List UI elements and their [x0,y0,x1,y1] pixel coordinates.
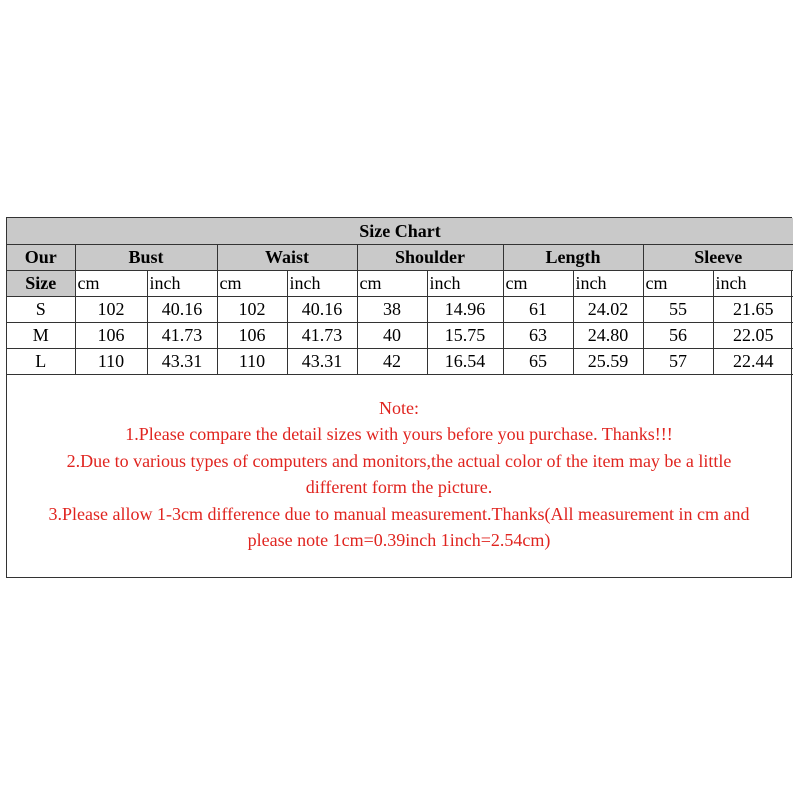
note-line-3-cont: please note 1cm=0.39inch 1inch=2.54cm) [247,530,551,550]
size-cell: S [7,296,75,322]
waist-inch-cell: 43.31 [287,348,357,374]
shoulder-cm-cell: 38 [357,296,427,322]
sleeve-cm-cell: 57 [643,348,713,374]
chart-title: Size Chart [7,218,793,244]
unit-cm: cm [643,270,713,296]
note-line-2-cont: different form the picture. [305,477,493,497]
table-row-m [7,322,793,348]
unit-inch: inch [287,270,357,296]
note-line-2: 2.Due to various types of computers and monitors,the actual color of the item may be a little [66,450,732,471]
table-row-s [7,296,793,322]
length-cm-cell: 65 [503,348,573,374]
size-cell: L [7,348,75,374]
size-label-bottom: Size [7,270,75,296]
bust-cm-cell: 102 [75,296,147,322]
note-line-3: 3.Please allow 1-3cm difference due to manual measurement.Thanks(All measurement in cm and [48,503,750,524]
unit-cm: cm [503,270,573,296]
group-header-waist: Waist [217,244,357,270]
waist-inch-cell: 41.73 [287,322,357,348]
sleeve-inch-cell: 22.05 [713,322,793,348]
bust-cm-cell: 110 [75,348,147,374]
shoulder-cm-cell: 42 [357,348,427,374]
note-heading: Note: [379,397,419,418]
size-chart-table [7,218,793,375]
shoulder-cm-cell: 40 [357,322,427,348]
length-inch-cell: 24.80 [573,322,643,348]
bust-inch-cell: 43.31 [147,348,217,374]
unit-inch: inch [427,270,503,296]
bust-inch-cell: 40.16 [147,296,217,322]
group-header-sleeve: Sleeve [643,244,793,270]
group-header-bust: Bust [75,244,217,270]
length-cm-cell: 61 [503,296,573,322]
unit-inch: inch [713,270,793,296]
length-cm-cell: 63 [503,322,573,348]
waist-cm-cell: 110 [217,348,287,374]
sleeve-cm-cell: 55 [643,296,713,322]
title-row [7,218,793,244]
waist-cm-cell: 106 [217,322,287,348]
unit-cm: cm [357,270,427,296]
group-header-length: Length [503,244,643,270]
bust-inch-cell: 41.73 [147,322,217,348]
table-row-l [7,348,793,374]
waist-cm-cell: 102 [217,296,287,322]
length-inch-cell: 24.02 [573,296,643,322]
unit-header-row [7,270,793,296]
size-label-top: Our [7,244,75,270]
unit-inch: inch [147,270,217,296]
size-cell: M [7,322,75,348]
sleeve-inch-cell: 21.65 [713,296,793,322]
bust-cm-cell: 106 [75,322,147,348]
unit-cm: cm [217,270,287,296]
unit-inch: inch [573,270,643,296]
shoulder-inch-cell: 15.75 [427,322,503,348]
notes-section [7,375,791,554]
shoulder-inch-cell: 16.54 [427,348,503,374]
unit-cm: cm [75,270,147,296]
group-header-row [7,244,793,270]
size-chart-sheet [6,217,792,578]
note-line-1: 1.Please compare the detail sizes with yours before you purchase. Thanks!!! [125,424,673,444]
length-inch-cell: 25.59 [573,348,643,374]
sleeve-cm-cell: 56 [643,322,713,348]
shoulder-inch-cell: 14.96 [427,296,503,322]
sleeve-inch-cell: 22.44 [713,348,793,374]
waist-inch-cell: 40.16 [287,296,357,322]
group-header-shoulder: Shoulder [357,244,503,270]
